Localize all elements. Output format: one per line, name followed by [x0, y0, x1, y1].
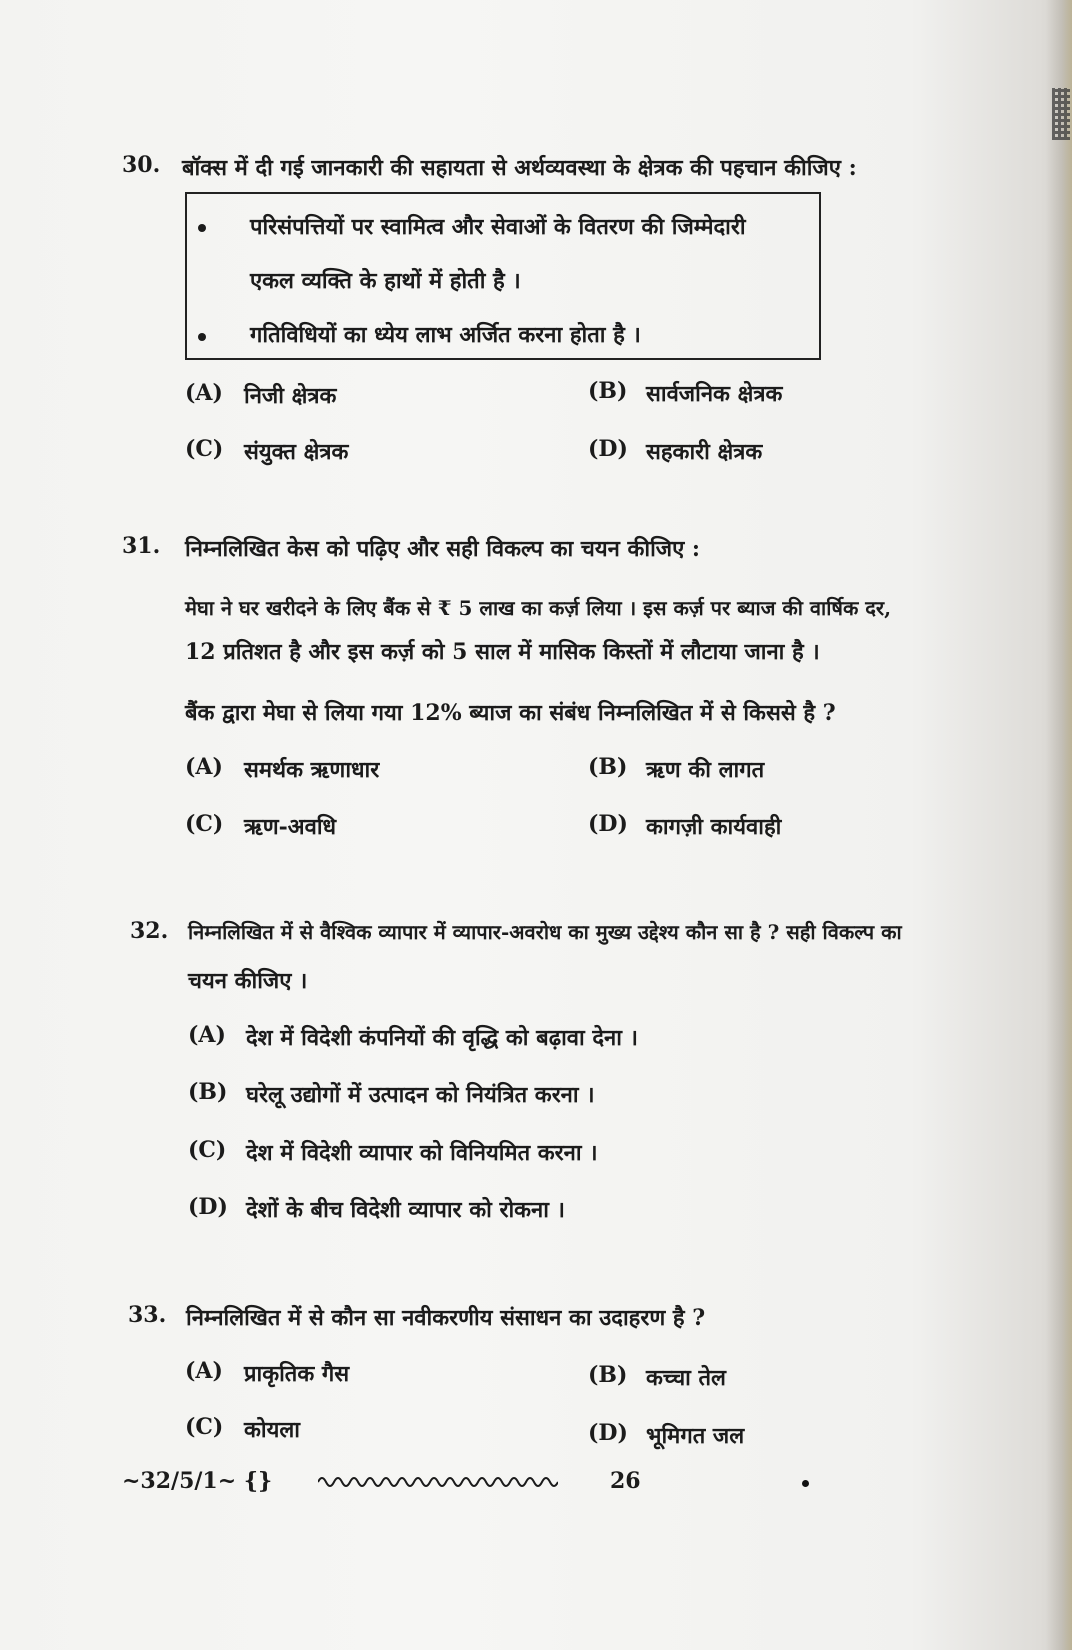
page-edge-shadow — [1046, 0, 1072, 1650]
q33-option-a-text: प्राकृतिक गैस — [244, 1361, 350, 1387]
q33-option-d-label: (D) — [588, 1420, 628, 1446]
dot-mark — [802, 1480, 809, 1487]
paper-code: ~32/5/1~ {} — [122, 1468, 273, 1494]
box-point-1: परिसंपत्तियों पर स्वामित्व और सेवाओं के वितरण की जिम्मेदारी — [250, 214, 746, 240]
q31-option-b-text: ऋण की लागत — [646, 757, 765, 783]
question-32-text-line-2: चयन कीजिए । — [188, 968, 308, 994]
q33-option-c-text: कोयला — [244, 1417, 300, 1443]
q30-option-c-label: (C) — [185, 436, 224, 462]
q30-option-d-text: सहकारी क्षेत्रक — [646, 439, 763, 465]
q33-option-b-text: कच्चा तेल — [646, 1365, 726, 1391]
q31-option-b-label: (B) — [588, 754, 628, 780]
q30-option-b-label: (B) — [588, 378, 628, 404]
q30-option-a-text: निजी क्षेत्रक — [244, 383, 337, 409]
q33-option-d-text: भूमिगत जल — [646, 1423, 745, 1449]
q31-option-a-label: (A) — [185, 754, 223, 780]
q32-option-c-label: (C) — [188, 1137, 227, 1163]
page-number: 26 — [610, 1468, 641, 1494]
bullet-icon — [198, 224, 206, 232]
q31-option-c-label: (C) — [185, 811, 224, 837]
q32-option-d-label: (D) — [188, 1194, 228, 1220]
decorative-wave-line — [318, 1470, 558, 1494]
q30-option-c-text: संयुक्त क्षेत्रक — [244, 439, 349, 465]
q31-option-c-text: ऋण-अवधि — [244, 814, 337, 840]
question-31-case-line-1: मेघा ने घर खरीदने के लिए बैंक से ₹ 5 लाख का कर्ज़ लिया । इस कर्ज़ पर ब्याज की वार्षिक दर, — [185, 596, 892, 620]
q32-option-c-text: देश में विदेशी व्यापार को विनियमित करना । — [246, 1140, 598, 1166]
question-32-number: 32. — [130, 918, 169, 944]
question-33-text: निम्नलिखित में से कौन सा नवीकरणीय संसाधन का उदाहरण है ? — [186, 1305, 706, 1331]
q33-option-a-label: (A) — [185, 1358, 223, 1384]
bullet-icon — [198, 333, 206, 341]
q30-option-a-label: (A) — [185, 380, 223, 406]
q33-option-b-label: (B) — [588, 1362, 628, 1388]
q32-option-a-label: (A) — [188, 1022, 226, 1048]
q32-option-b-label: (B) — [188, 1079, 228, 1105]
question-31-sub-question: बैंक द्वारा मेघा से लिया गया 12% ब्याज का संबंध निम्नलिखित में से किससे है ? — [185, 700, 836, 726]
question-32-text-line-1: निम्नलिखित में से वैश्विक व्यापार में व्यापार-अवरोध का मुख्य उद्देश्य कौन सा है ? सही विकल्प का — [188, 920, 902, 944]
q32-option-a-text: देश में विदेशी कंपनियों की वृद्धि को बढ़ावा देना । — [246, 1025, 638, 1051]
q32-option-b-text: घरेलू उद्योगों में उत्पादन को नियंत्रित करना । — [246, 1082, 595, 1108]
qr-code-icon — [1052, 88, 1070, 140]
q31-option-d-text: कागज़ी कार्यवाही — [646, 814, 782, 840]
q33-option-c-label: (C) — [185, 1414, 224, 1440]
question-31-case-line-2: 12 प्रतिशत है और इस कर्ज़ को 5 साल में मासिक किस्तों में लौटाया जाना है । — [185, 639, 820, 665]
question-30-text: बॉक्स में दी गई जानकारी की सहायता से अर्थव्यवस्था के क्षेत्रक की पहचान कीजिए : — [182, 155, 857, 181]
q30-option-b-text: सार्वजनिक क्षेत्रक — [646, 381, 783, 407]
box-point-2: गतिविधियों का ध्येय लाभ अर्जित करना होता है । — [250, 322, 641, 348]
q31-option-a-text: समर्थक ऋणाधार — [244, 757, 380, 783]
box-point-1-cont: एकल व्यक्ति के हाथों में होती है । — [250, 268, 521, 294]
question-31-number: 31. — [122, 533, 161, 559]
q30-option-d-label: (D) — [588, 436, 628, 462]
question-33-number: 33. — [128, 1302, 167, 1328]
q31-option-d-label: (D) — [588, 811, 628, 837]
q32-option-d-text: देशों के बीच विदेशी व्यापार को रोकना । — [246, 1197, 565, 1223]
question-30-number: 30. — [122, 152, 161, 178]
question-31-text: निम्नलिखित केस को पढ़िए और सही विकल्प का चयन कीजिए : — [185, 536, 701, 562]
